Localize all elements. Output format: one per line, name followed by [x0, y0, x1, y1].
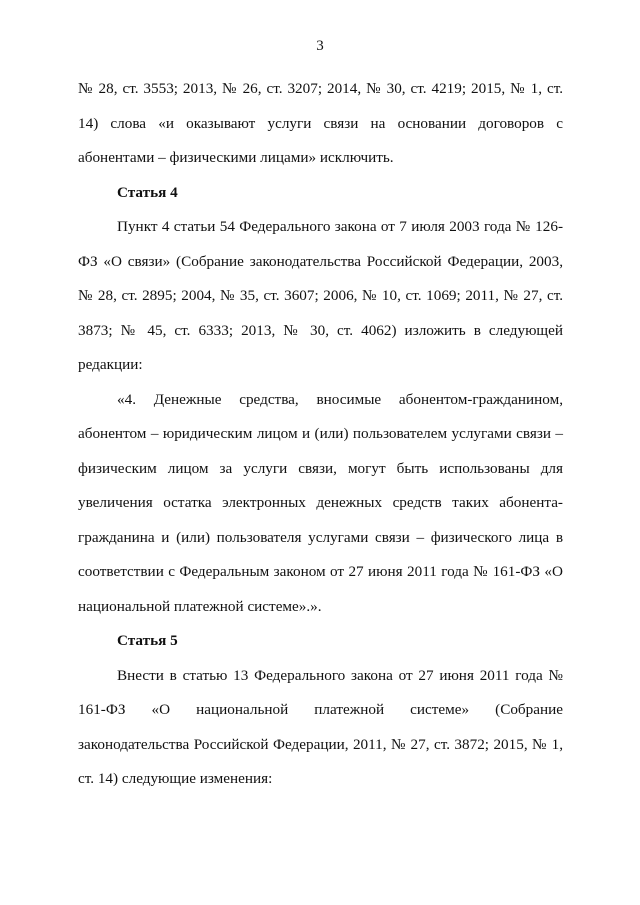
article-5-heading: Статья 5 — [117, 632, 178, 649]
page-number: 3 — [316, 38, 324, 54]
paragraph-article-4-new-text: «4. Денежные средства, вносимые абонентом-гражданином, абонентом – юридическим лицом и (или) пользователем услугами связи – физическим лицом за услуги связи, могут быть использованы для увеличения остатка электронных денежных средств таких абонента-гражданина и (или) пользователя услугами связи – физического лица в соответствии с Федеральным законом от 27 июня 2011 года № 161-ФЗ «О национальной платежной системе».». — [78, 390, 563, 615]
article-4-heading: Статья 4 — [117, 183, 178, 201]
paragraph-amendment-continuation: № 28, ст. 3553; 2013, № 26, ст. 3207; 2014, № 30, ст. 4219; 2015, № 1, ст. 14) слова «и оказывают услуги связи на основании договоров с абонентами – физическими лицами» исключить. — [78, 80, 563, 166]
document-body — [78, 72, 563, 797]
paragraph-article-5-intro: Внести в статью 13 Федерального закона от 27 июня 2011 года № 161-ФЗ «О национальной платежной системе» (Собрание законодательства Российской Федерации, 2011, № 27, ст. 3872; 2015, № 1, ст. 14) следующие изменения: — [78, 666, 563, 787]
paragraph-article-4-intro: Пункт 4 статьи 54 Федерального закона от 7 июля 2003 года № 126-ФЗ «О связи» (Собрание законодательства Российской Федерации, 2003, № 28, ст. 2895; 2004, № 35, ст. 3607; 2006, № 10, ст. 1069; 2011, № 27, ст. 3873; № 45, ст. 6333; 2013, № 30, ст. 4062) изложить в следующей редакции: — [78, 218, 563, 373]
